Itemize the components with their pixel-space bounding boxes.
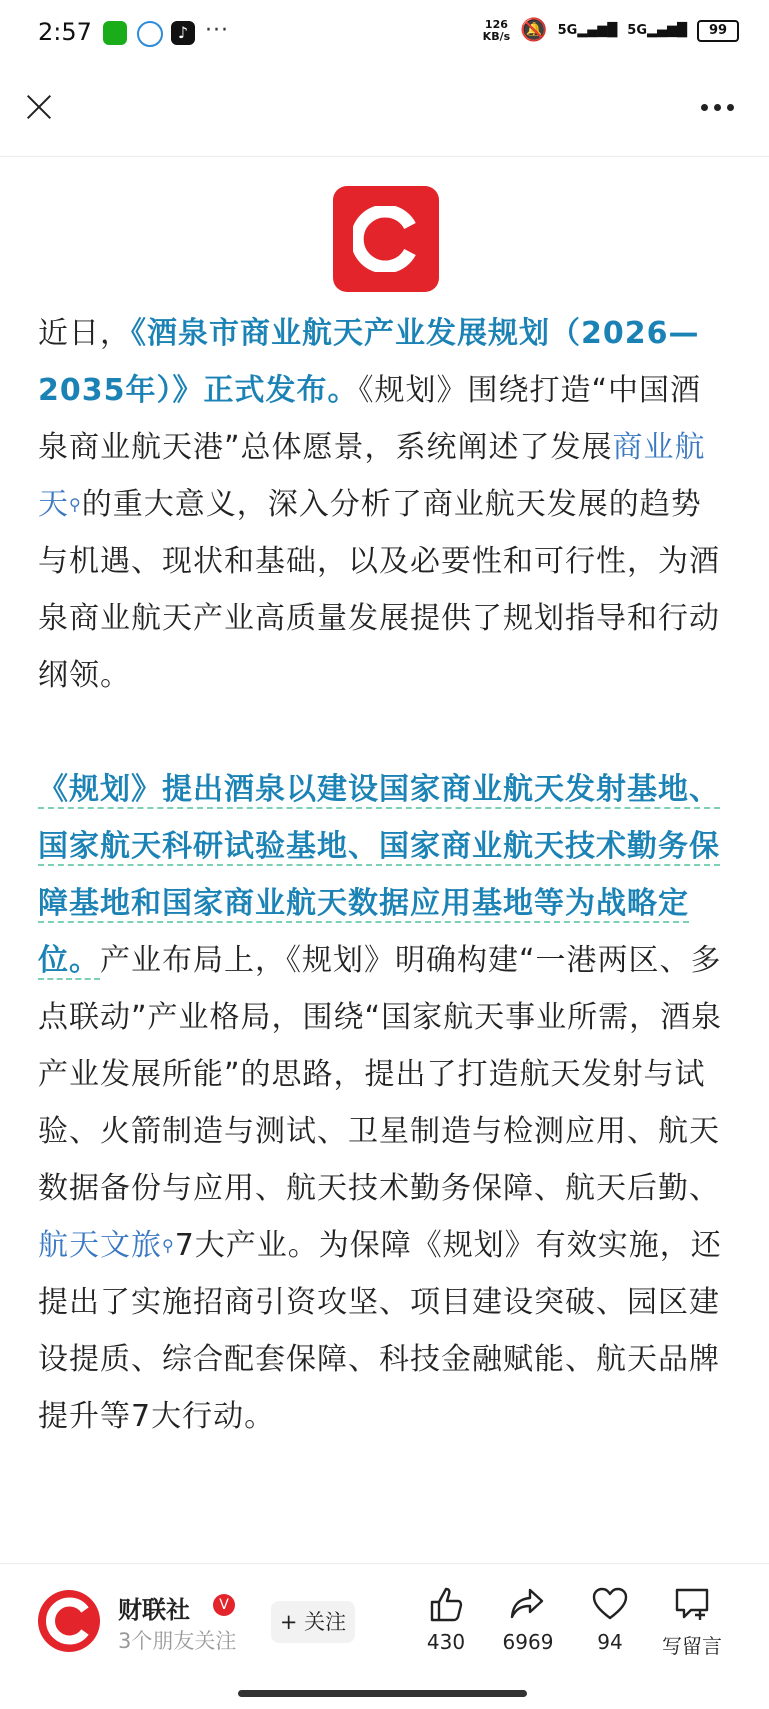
share-button[interactable] <box>488 1584 568 1654</box>
avatar-c-glyph <box>38 1590 100 1652</box>
wechat-notification-icon <box>103 21 127 45</box>
mute-bell-icon: 🔕 <box>520 18 548 43</box>
follow-button[interactable]: + 关注 <box>271 1601 355 1643</box>
article-highlight-2: 《规划》提出酒泉以建设国家商业航天发射基地、国家航天科研试验基地、国家商业航天技术勤务保障基地和国家商业航天数据应用基地等为战略定位。 <box>38 772 720 978</box>
signal-icon-1: 5G▂▄▆█ <box>557 23 618 38</box>
like-count: 430 <box>426 1630 466 1654</box>
thumbs-up-icon <box>426 1584 466 1624</box>
comment-label: 写留言 <box>662 1634 722 1658</box>
tiktok-notification-icon: ♪ <box>171 21 195 45</box>
share-count: 6969 <box>502 1630 554 1654</box>
qq-notification-icon <box>137 21 163 47</box>
network-speed: 126 KB/s <box>482 17 511 43</box>
comment-button[interactable] <box>652 1584 732 1659</box>
author-avatar[interactable] <box>38 1590 100 1652</box>
article-paragraph-2: 《规划》提出酒泉以建设国家商业航天发射基地、国家航天科研试验基地、国家商业航天技术勤务保障基地和国家商业航天数据应用基地等为战略定位。产业布局上，《规划》明确构建“一港两区、多点联动”产业格局，围绕“国家航天事业所需，酒泉产业发展所能”的思路，提出了打造航天发射与试验、火箭制造与测试、卫星制造与检测应用、航天数据备份与应用、航天技术勤务保障、航天后勤、航天文旅⚲7大产业。为保障《规划》有效实施，还提出了实施招商引资攻坚、项目建设突破、园区建设提质、综合配套保障、科技金融赋能、航天品牌提升等7大行动。 <box>38 772 723 1434</box>
author-followers: 3个朋友关注 <box>118 1629 237 1653</box>
status-more-icon: ··· <box>205 18 229 43</box>
favorite-count: 94 <box>597 1630 623 1654</box>
comment-add-icon <box>672 1584 712 1624</box>
like-button[interactable] <box>406 1584 486 1654</box>
battery-icon: 99 <box>697 20 739 42</box>
signal-icon-2: 5G▂▄▆█ <box>627 23 687 38</box>
heart-icon <box>590 1584 630 1624</box>
status-bar <box>0 0 769 70</box>
status-time: 2:57 <box>38 18 92 46</box>
cls-logo <box>333 186 439 292</box>
top-nav <box>0 70 769 157</box>
article-paragraph-1: 近日，《酒泉市商业航天产业发展规划（2026—2035年）》正式发布。《规划》围绕打造“中国酒泉商业航天港”总体愿景，系统阐述了发展商业航天⚲的重大意义，深入分析了商业航天发展的趋势与机遇、现状和基础，以及必要性和可行性，为酒泉商业航天产业高质量发展提供了规划指导和行动纲领。 <box>38 316 720 693</box>
article-highlight-1: 《酒泉市商业航天产业发展规划（2026—2035年）》正式发布。 <box>38 316 700 408</box>
search-icon[interactable]: ⚲ <box>69 495 82 514</box>
share-arrow-icon <box>508 1584 548 1624</box>
close-icon[interactable] <box>22 90 56 124</box>
more-options-icon[interactable] <box>701 92 741 122</box>
keyword-link-space-tourism[interactable]: 航天文旅 <box>38 1228 162 1263</box>
author-name[interactable]: 财联社 <box>118 1596 190 1624</box>
article-body <box>38 305 730 1445</box>
favorite-button[interactable] <box>570 1584 650 1654</box>
search-icon[interactable]: ⚲ <box>162 1236 175 1255</box>
keyword-link-commercial-space[interactable]: 商业航天 <box>38 430 706 522</box>
home-indicator[interactable] <box>238 1690 527 1697</box>
logo-c-glyph <box>353 206 419 272</box>
verified-badge-icon: V <box>213 1594 235 1616</box>
